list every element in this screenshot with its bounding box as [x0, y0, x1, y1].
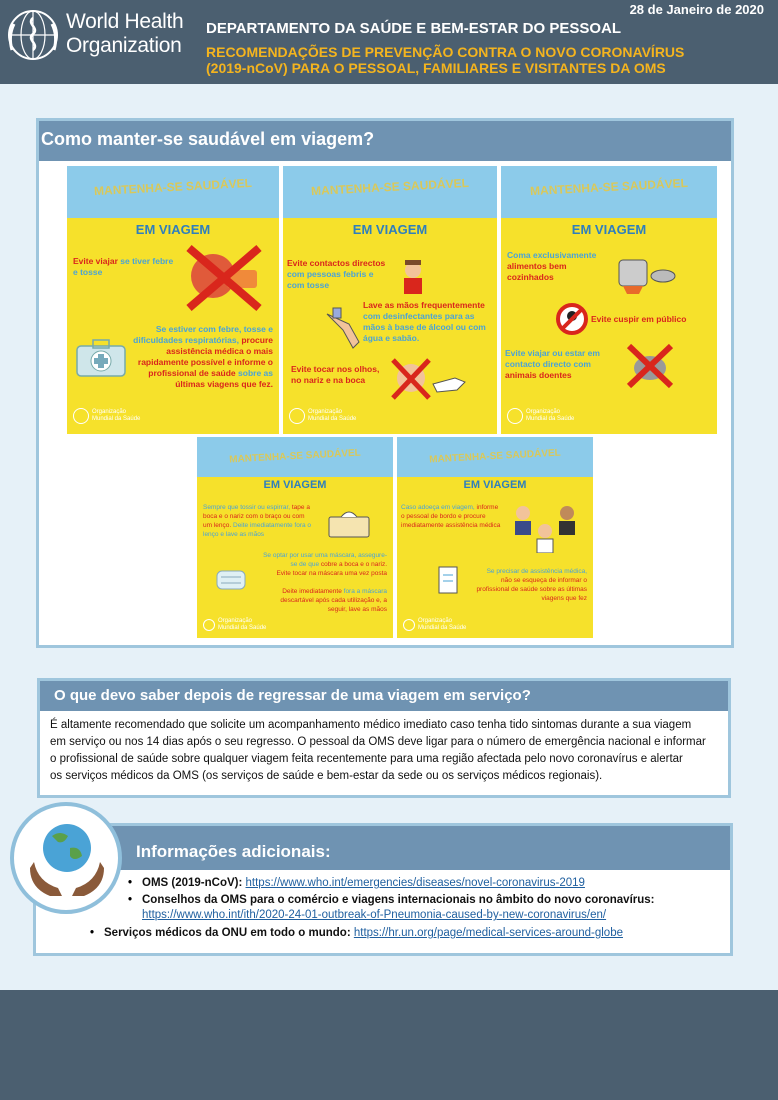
org-name: World Health Organization: [66, 10, 184, 57]
globe-badge: [10, 802, 122, 914]
sick-traveler-icon: [179, 242, 271, 314]
who-emblem-icon: [4, 6, 62, 64]
travel-section-title: Como manter-se saudável em viagem?: [39, 121, 731, 161]
additional-info-title: Informações adicionais:: [36, 826, 730, 870]
hand-wash-icon: [323, 306, 363, 350]
who-logo: [4, 4, 194, 64]
page-footer: [0, 990, 778, 1100]
pointing-hand-icon: [431, 372, 467, 396]
no-spitting-icon: [555, 302, 589, 336]
poster-fever: MANTENHA-SE SAUDÁVEL EM VIAGEM Evite viajar se tiver febre e tosse Se estiver com febre, tosse e dificuldades respiratórias, procure assistência médica o mais rapidamente possível e informe o profissional de saúde sobre as últimas viagens que fez. Organização Mundial da Saúde: [67, 166, 279, 434]
globe-hands-icon: [28, 818, 106, 898]
who-footer-label: Organização Mundial da Saúde: [203, 618, 266, 632]
cooking-pot-icon: [615, 252, 677, 296]
after-travel-body: É altamente recomendado que solicite um acompanhamento médico imediato caso tenha tido sintomas durante a sua viagem em serviço ou nos 14 dias após o seu regresso. O pessoal da OMS deve ligar para o número de emergência nacional e informar o profissional de saúde sobre qualquer viagem feita recentemente para uma região afectada pelo novo coronavírus e alertar os serviços médicos da OMS (os serviços de saúde e bem-estar da sede ou os serviços médicos regionais).: [50, 719, 706, 782]
recommendations-title: RECOMENDAÇÕES DE PREVENÇÃO CONTRA O NOVO CORONAVÍRUS (2019-nCoV) PARA O PESSOAL, FAMILIARES E VISITANTES DA OMS: [206, 44, 685, 76]
face-touch-icon: [389, 356, 433, 402]
poster-food: MANTENHA-SE SAUDÁVEL EM VIAGEM Coma exclusivamente alimentos bem cozinhados Evite cuspir em público Evite viajar ou estar em contacto directo com animais doentes Organização Mundial da Saúde: [501, 166, 717, 434]
who-coronavirus-link[interactable]: https://www.who.int/emergencies/diseases/novel-coronavirus-2019: [245, 877, 585, 889]
un-medical-services-link[interactable]: https://hr.un.org/page/medical-services-around-globe: [353, 927, 623, 939]
who-footer-label: Organização Mundial da Saúde: [507, 408, 574, 424]
face-mask-icon: [211, 565, 251, 595]
sick-person-icon: [401, 260, 425, 294]
poster-cough: MANTENHA-SE SAUDÁVEL EM VIAGEM Sempre que tossir ou espirrar, tape a boca e o nariz com o braço ou com um lenço. Deite imediatamente fora o lenço e lave as mãos Se optar por usar uma máscara, assegure- se de que cobre a boca e o nariz. Evite tocar na máscara uma vez posta Deite imediatamente fora a máscara descartável após cada utilização e, a seguir, lave as mãos Organização Mundial da Saúde: [197, 437, 393, 638]
page-header: [0, 0, 778, 84]
sick-animal-icon: [623, 342, 677, 390]
list-item: • Serviços médicos da ONU em todo o mundo: https://hr.un.org/page/medical-services-around-globe: [90, 927, 623, 939]
additional-info-section: [33, 823, 733, 956]
list-item: • Conselhos da OMS para o comércio e viagens internacionais no âmbito do novo coronavírus: https://www.who.int/ith/2020-24-01-outbreak-of-Pneumonia-caused-by-new-coronavirus/en/: [128, 894, 655, 921]
who-footer-label: Organização Mundial da Saúde: [73, 408, 140, 424]
after-travel-title: O que devo saber depois de regressar de uma viagem em serviço?: [40, 681, 728, 711]
tissue-box-icon: [327, 507, 371, 539]
medical-chart-icon: [437, 565, 459, 595]
who-footer-label: Organização Mundial da Saúde: [403, 618, 466, 632]
poster-contacts: MANTENHA-SE SAUDÁVEL EM VIAGEM Evite contactos directos com pessoas febris e com tosse Lave as mãos frequentemente com desinfectantes para as mãos à base de álcool ou com água e sabão. Evite tocar nos olhos, no nariz e na boca Organização Mundial da Saúde: [283, 166, 497, 434]
department-title: DEPARTAMENTO DA SAÚDE E BEM-ESTAR DO PESSOAL: [206, 20, 622, 37]
list-item: • OMS (2019-nCoV): https://www.who.int/emergencies/diseases/novel-coronavirus-2019: [128, 877, 585, 889]
poster-sick-traveling: MANTENHA-SE SAUDÁVEL EM VIAGEM Caso adoeça em viagem, informe o pessoal de bordo e procure imediatamente assistência médica Se precisar de assistência médica, não se esqueça de informar o profissional de saúde sobre as últimas viagens que fez Organização Mundial da Saúde: [397, 437, 593, 638]
after-travel-section: [37, 678, 731, 798]
who-travel-advice-link[interactable]: https://www.who.int/ith/2020-24-01-outbreak-of-Pneumonia-caused-by-new-coronavirus/en/: [142, 909, 607, 921]
crew-icon: [509, 499, 583, 553]
medical-kit-icon: [75, 338, 127, 378]
who-footer-label: Organização Mundial da Saúde: [289, 408, 356, 424]
travel-section: [36, 118, 734, 648]
date: 28 de Janeiro de 2020: [629, 2, 764, 17]
